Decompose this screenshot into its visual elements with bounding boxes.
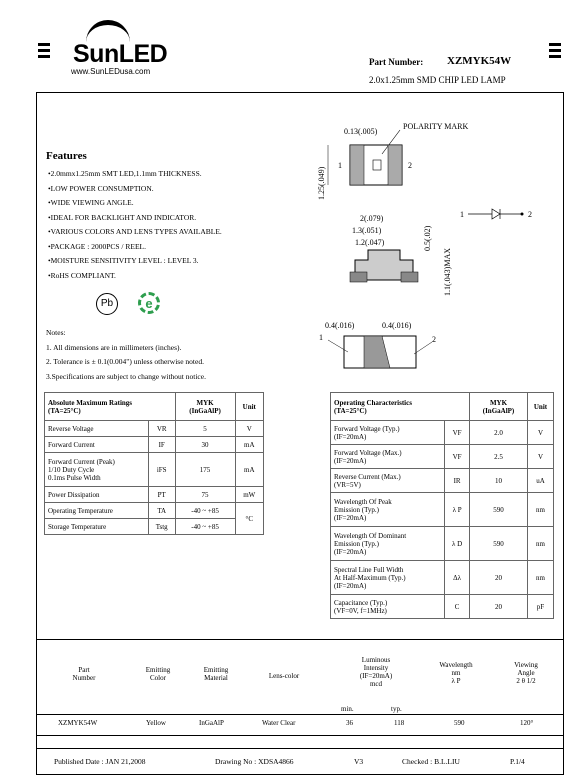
- pin-1-bottom: 1: [319, 333, 323, 342]
- feature-item: • VARIOUS COLORS AND LENS TYPES AVAILABLE.: [48, 225, 222, 240]
- dim-width-2: 2(.079): [360, 214, 384, 223]
- feature-item: • LOW POWER CONSUMPTION.: [48, 182, 222, 197]
- part-number-label: Part Number:: [369, 57, 424, 67]
- table-row: Storage Temperature Tstg -40 ~ +85: [45, 519, 264, 535]
- features-title: Features: [46, 150, 87, 162]
- polarity-label: POLARITY MARK: [403, 122, 469, 131]
- feature-item: • IDEAL FOR BACKLIGHT AND INDICATOR.: [48, 211, 222, 226]
- brand-url: www.SunLEDusa.com: [71, 67, 151, 76]
- notes: [46, 326, 206, 384]
- rohs-e-icon: e: [138, 292, 160, 314]
- features-list: [48, 167, 222, 283]
- dim-width-13: 1.3(.051): [352, 226, 382, 235]
- left-bars-icon: [38, 43, 50, 61]
- feature-item: • MOISTURE SENSITIVITY LEVEL : LEVEL 3.: [48, 254, 222, 269]
- package-diagram: [300, 118, 560, 380]
- table-row: Forward Voltage (Max.) (IF=20mA) VF 2.5 V: [331, 445, 554, 469]
- divider: [36, 748, 564, 749]
- dim-max-height: 1.1(.043)MAX: [443, 248, 452, 296]
- table-row: Spectral Line Full Width At Half-Maximum (Typ.) (IF=20mA) Δλ 20 nm: [331, 561, 554, 595]
- pin-2-label: 2: [408, 161, 412, 170]
- table-row: Power Dissipation PT 75 mW: [45, 487, 264, 503]
- note-item: 3.Specifications are subject to change without notice.: [46, 371, 206, 381]
- diode-pin-2: 2: [528, 210, 532, 219]
- table-row: Reverse Voltage VR 5 V: [45, 421, 264, 437]
- diode-symbol: [458, 206, 538, 222]
- dim-pad-b: 0.4(.016): [382, 321, 412, 330]
- note-item: 2. Tolerance is ± 0.1(0.004") unless otherwise noted.: [46, 357, 204, 366]
- table-row: Forward Current IF 30 mA: [45, 437, 264, 453]
- feature-item: • PACKAGE : 2000PCS / REEL.: [48, 240, 222, 255]
- table-row: Capacitance (Typ.) (VF=0V, f=1MHz) C 20 pF: [331, 595, 554, 619]
- table-row: Reverse Current (Max.) (VR=5V) IR 10 uA: [331, 469, 554, 493]
- dim-top: 0.13(.005): [344, 127, 378, 136]
- sun-arc-icon: [86, 20, 130, 42]
- dim-height: 1.25(.049): [317, 166, 326, 200]
- table-row: Forward Current (Peak) 1/10 Duty Cycle 0.1ms Pulse Width iFS 175 mA: [45, 453, 264, 487]
- table-row: Forward Voltage (Typ.) (IF=20mA) VF 2.0 V: [331, 421, 554, 445]
- dim-0-5: 0.5(.02): [423, 225, 432, 251]
- feature-item: • WIDE VIEWING ANGLE.: [48, 196, 222, 211]
- table-row: Wavelength Of Dominant Emission (Typ.) (IF=20mA) λ D 590 nm: [331, 527, 554, 561]
- table-row: Operating Temperature TA -40 ~ +85 °C: [45, 503, 264, 519]
- operating-table: Operating Characteristics (TA=25°C) MYK (InGaAlP) Unit Forward Voltage (Typ.) (IF=20mA) VF 2.0 V Forward Voltage (Max.) (IF=20mA) VF 2.5 V Reverse Current (Max.) (VR=5V) IR 10 uA Wavelength Of Peak Emission (Typ.) (IF=20mA) λ P 590 nm Wavelength Of Dominant Emission (Typ.) (IF=20mA) λ D 590 nm Spectral Line Full Width At Half-Maximum (Typ.) (IF=20mA) Δλ 20 nm Capacitance (Typ.) (VF=0V, f=1MHz) C 20 pF: [330, 392, 554, 619]
- min-label: min.: [341, 705, 354, 713]
- dim-pad-a: 0.4(.016): [325, 321, 355, 330]
- dim-width-12: 1.2(.047): [355, 238, 385, 247]
- diode-pin-1: 1: [460, 210, 464, 219]
- drawing-number: Drawing No : XDSA4866: [215, 757, 294, 766]
- published-date: Published Date : JAN 21,2008: [54, 757, 146, 766]
- pin-2-bottom: 2: [432, 335, 436, 344]
- divider: [36, 639, 564, 640]
- page-number: P.1/4: [510, 757, 525, 766]
- subtitle: 2.0x1.25mm SMD CHIP LED LAMP: [369, 75, 506, 85]
- divider: [36, 735, 564, 736]
- checked-by: Checked : B.L.LIU: [402, 757, 460, 766]
- feature-item: • RoHS COMPLIANT.: [48, 269, 222, 284]
- abs-max-table: Absolute Maximum Ratings (TA=25°C) MYK (InGaAlP) Unit Reverse Voltage VR 5 V Forward Current IF 30 mA Forward Current (Peak) 1/10 Duty Cycle 0.1ms Pulse Width iFS 175 mA Power Dissipation PT 75 mW Operating Temperature TA -40 ~ +85 °C Storage Temperature Tstg -40 ~ +85: [44, 392, 264, 535]
- version: V3: [354, 757, 364, 766]
- brand-logo: SunLED: [73, 40, 168, 68]
- part-number: XZMYK54W: [447, 55, 512, 67]
- right-bars-icon: [549, 43, 561, 61]
- divider: [36, 714, 564, 715]
- notes-title: Notes:: [46, 328, 66, 337]
- feature-item: • 2.0mmx1.25mm SMT LED,1.1mm THICKNESS.: [48, 167, 222, 182]
- pin-1-label: 1: [338, 161, 342, 170]
- table-row: Wavelength Of Peak Emission (Typ.) (IF=20mA) λ P 590 nm: [331, 493, 554, 527]
- note-item: 1. All dimensions are in millimeters (inches).: [46, 342, 182, 352]
- pb-free-icon: Pb: [96, 293, 118, 315]
- typ-label: typ.: [391, 705, 402, 713]
